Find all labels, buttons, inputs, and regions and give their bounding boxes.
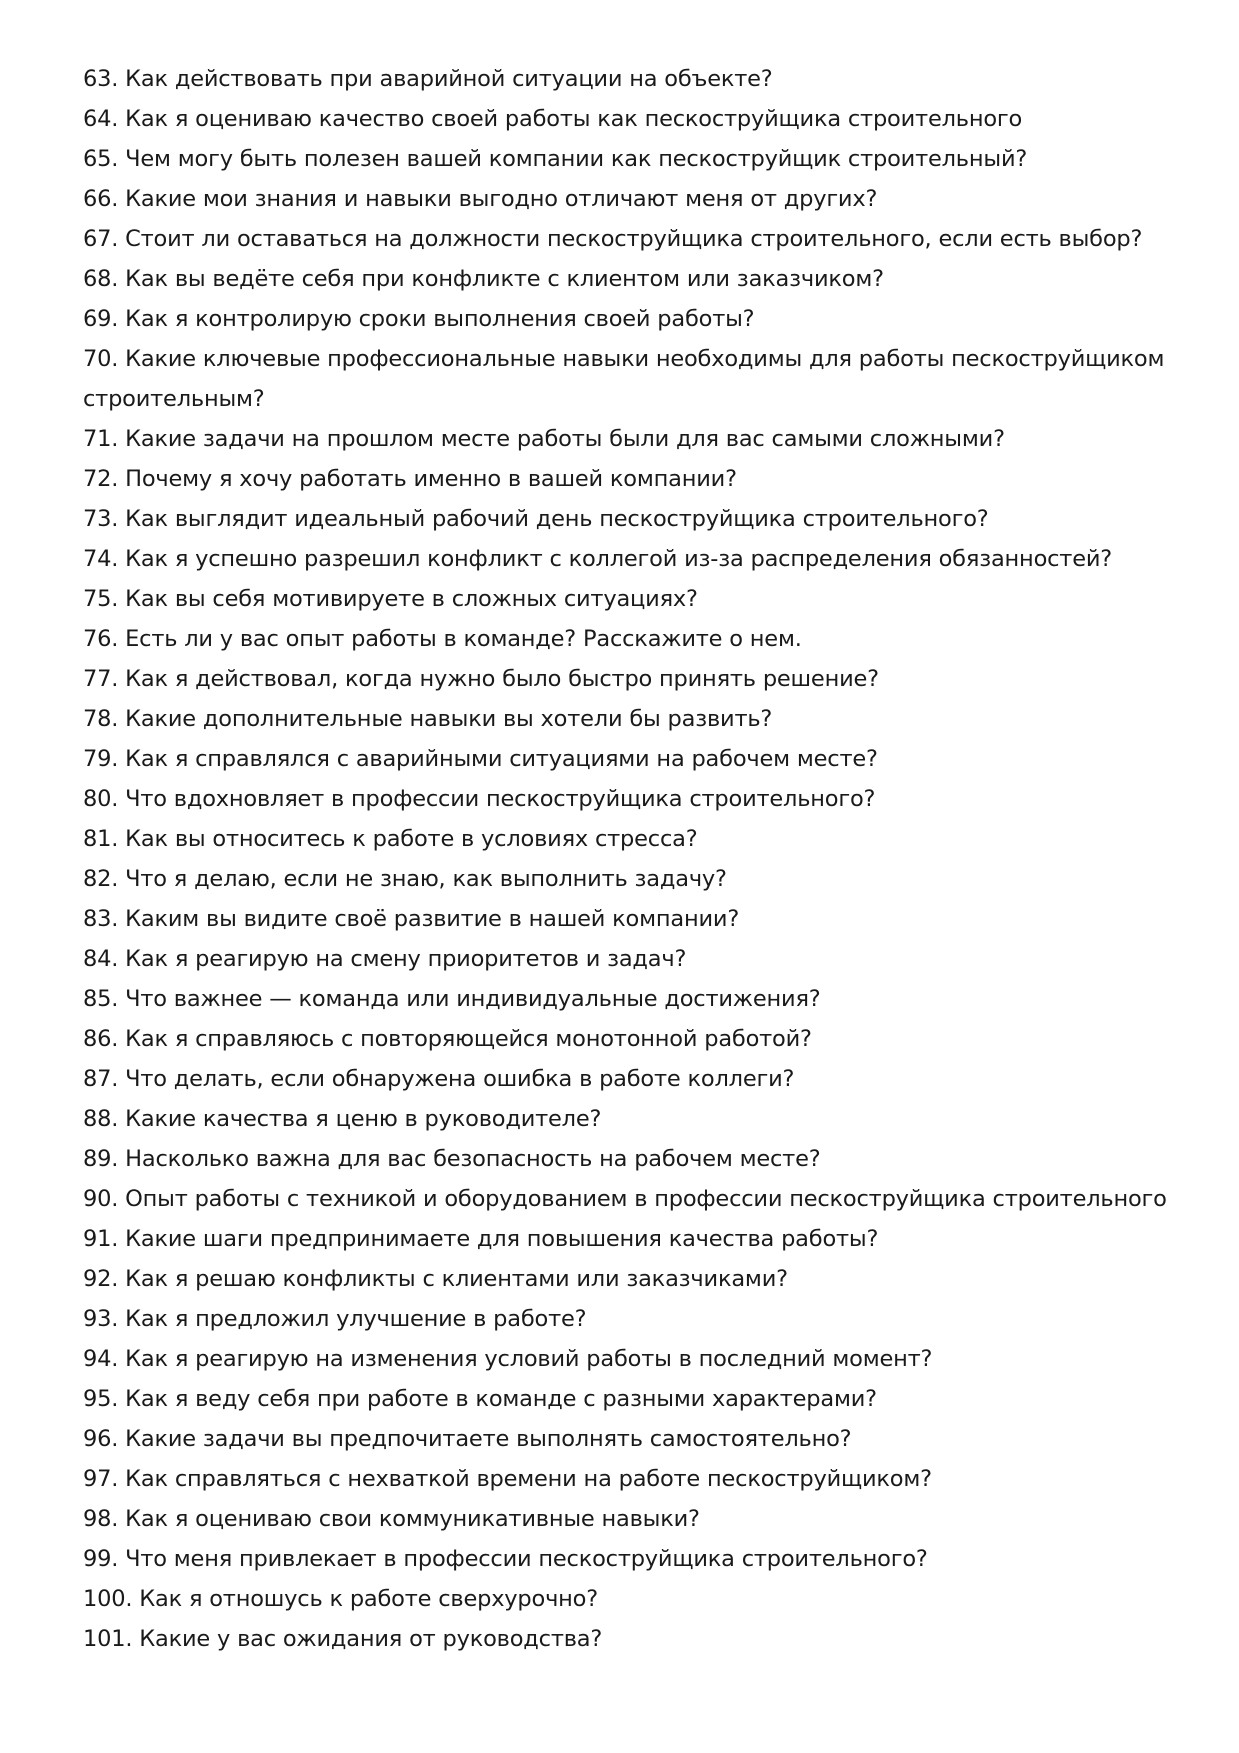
question-item: 96. Какие задачи вы предпочитаете выполнять самостоятельно? [83, 1426, 852, 1452]
question-item: 75. Как вы себя мотивируете в сложных ситуациях? [83, 586, 698, 612]
question-item: 99. Что меня привлекает в профессии пескоструйщика строительного? [83, 1546, 928, 1572]
question-item: 78. Какие дополнительные навыки вы хотели бы развить? [83, 706, 773, 732]
question-item: 98. Как я оцениваю свои коммуникативные навыки? [83, 1506, 700, 1532]
document-page [83, 59, 1173, 1659]
question-item: 94. Как я реагирую на изменения условий работы в последний момент? [83, 1346, 933, 1372]
question-item: 97. Как справляться с нехваткой времени на работе пескоструйщиком? [83, 1466, 932, 1492]
question-item: 66. Какие мои знания и навыки выгодно отличают меня от других? [83, 186, 878, 212]
question-item: 90. Опыт работы с техникой и оборудованием в профессии пескоструйщика строительного [83, 1186, 1167, 1212]
question-item: 82. Что я делаю, если не знаю, как выполнить задачу? [83, 866, 727, 892]
question-item: 92. Как я решаю конфликты с клиентами или заказчиками? [83, 1266, 788, 1292]
question-item: 63. Как действовать при аварийной ситуации на объекте? [83, 66, 773, 92]
question-item: 86. Как я справляюсь с повторяющейся монотонной работой? [83, 1026, 812, 1052]
question-item: 73. Как выглядит идеальный рабочий день пескоструйщика строительного? [83, 506, 989, 532]
question-item: 77. Как я действовал, когда нужно было быстро принять решение? [83, 666, 879, 692]
question-item: 65. Чем могу быть полезен вашей компании как пескоструйщик строительный? [83, 146, 1028, 172]
question-item: 64. Как я оцениваю качество своей работы как пескоструйщика строительного [83, 106, 1023, 132]
question-item: 91. Какие шаги предпринимаете для повышения качества работы? [83, 1226, 879, 1252]
question-item: 95. Как я веду себя при работе в команде с разными характерами? [83, 1386, 877, 1412]
question-list [83, 59, 1173, 1659]
question-item: 76. Есть ли у вас опыт работы в команде? Расскажите о нем. [83, 626, 802, 652]
question-item: 80. Что вдохновляет в профессии пескоструйщика строительного? [83, 786, 876, 812]
question-item: 72. Почему я хочу работать именно в вашей компании? [83, 466, 737, 492]
question-item: 84. Как я реагирую на смену приоритетов и задач? [83, 946, 687, 972]
question-item: 83. Каким вы видите своё развитие в нашей компании? [83, 906, 740, 932]
question-item: 87. Что делать, если обнаружена ошибка в работе коллеги? [83, 1066, 795, 1092]
question-item: 74. Как я успешно разрешил конфликт с коллегой из-за распределения обязанностей? [83, 546, 1113, 572]
question-item: 101. Какие у вас ожидания от руководства? [83, 1626, 603, 1652]
question-item: 67. Стоит ли оставаться на должности пескоструйщика строительного, если есть выбор? [83, 226, 1143, 252]
question-item: 85. Что важнее — команда или индивидуальные достижения? [83, 986, 821, 1012]
question-item: 100. Как я отношусь к работе сверхурочно? [83, 1586, 598, 1612]
question-item: 70. Какие ключевые профессиональные навыки необходимы для работы пескоструйщиком строительным? [83, 346, 1165, 412]
question-item: 71. Какие задачи на прошлом месте работы были для вас самыми сложными? [83, 426, 1005, 452]
question-item: 89. Насколько важна для вас безопасность на рабочем месте? [83, 1146, 821, 1172]
question-item: 69. Как я контролирую сроки выполнения своей работы? [83, 306, 755, 332]
question-item: 93. Как я предложил улучшение в работе? [83, 1306, 587, 1332]
question-item: 79. Как я справлялся с аварийными ситуациями на рабочем месте? [83, 746, 878, 772]
question-item: 81. Как вы относитесь к работе в условиях стресса? [83, 826, 698, 852]
question-item: 68. Как вы ведёте себя при конфликте с клиентом или заказчиком? [83, 266, 884, 292]
question-item: 88. Какие качества я ценю в руководителе? [83, 1106, 602, 1132]
